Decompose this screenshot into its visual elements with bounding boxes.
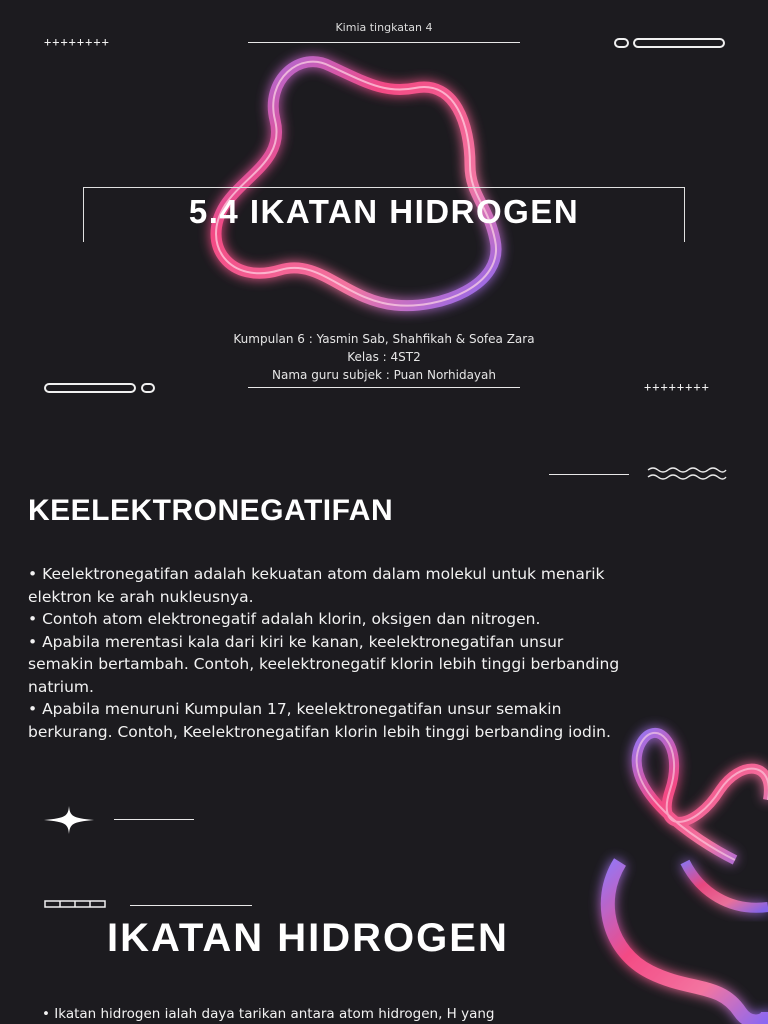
info-rule [248, 387, 520, 388]
section-heading: KEELEKTRONEGATIFAN [28, 494, 394, 527]
list-item: • Apabila merentasi kala dari kiri ke kanan, keelektronegatifan unsur semakin bertambah. Contoh, keelektronegatif klorin lebih tinggi berbanding natrium. [28, 632, 620, 696]
plus-marks-icon: ++++++++ [644, 380, 710, 394]
section-heading: IKATAN HIDROGEN [107, 916, 509, 960]
glass-ring-ornament [590, 862, 768, 1024]
divider-rule [114, 819, 194, 820]
segmented-bar-icon [44, 900, 108, 910]
wave-icon [648, 466, 726, 482]
divider-rule [549, 474, 629, 475]
list-item: • Contoh atom elektronegatif adalah klorin, oksigen dan nitrogen. [28, 610, 541, 628]
glass-ring-ornament [600, 720, 768, 870]
plus-marks-icon: ++++++++ [44, 35, 110, 49]
group-members: Kumpulan 6 : Yasmin Sab, Shahfikah & Sofea Zara [233, 332, 535, 346]
sparkle-icon [44, 806, 94, 834]
list-item: • Keelektronegatifan adalah kekuatan atom dalam molekul untuk menarik elektron ke arah nukleusnya. [28, 565, 605, 606]
bullet-list [28, 563, 628, 743]
divider-rule [130, 905, 252, 906]
page-title: 5.4 IKATAN HIDROGEN [188, 193, 580, 230]
pill-ornament-icon [141, 383, 155, 393]
list-item: • Apabila menuruni Kumpulan 17, keelektronegatifan unsur semakin berkurang. Contoh, Keelektronegatifan klorin lebih tinggi berbanding iodin. [28, 700, 611, 741]
subject-caption: Kimia tingkatan 4 [335, 21, 433, 34]
class-label: Kelas : 4ST2 [347, 350, 421, 364]
list-item: • Ikatan hidrogen ialah daya tarikan antara atom hidrogen, H yang [42, 1006, 495, 1022]
pill-ornament-icon [44, 383, 136, 393]
teacher-label: Nama guru subjek : Puan Norhidayah [272, 368, 496, 382]
